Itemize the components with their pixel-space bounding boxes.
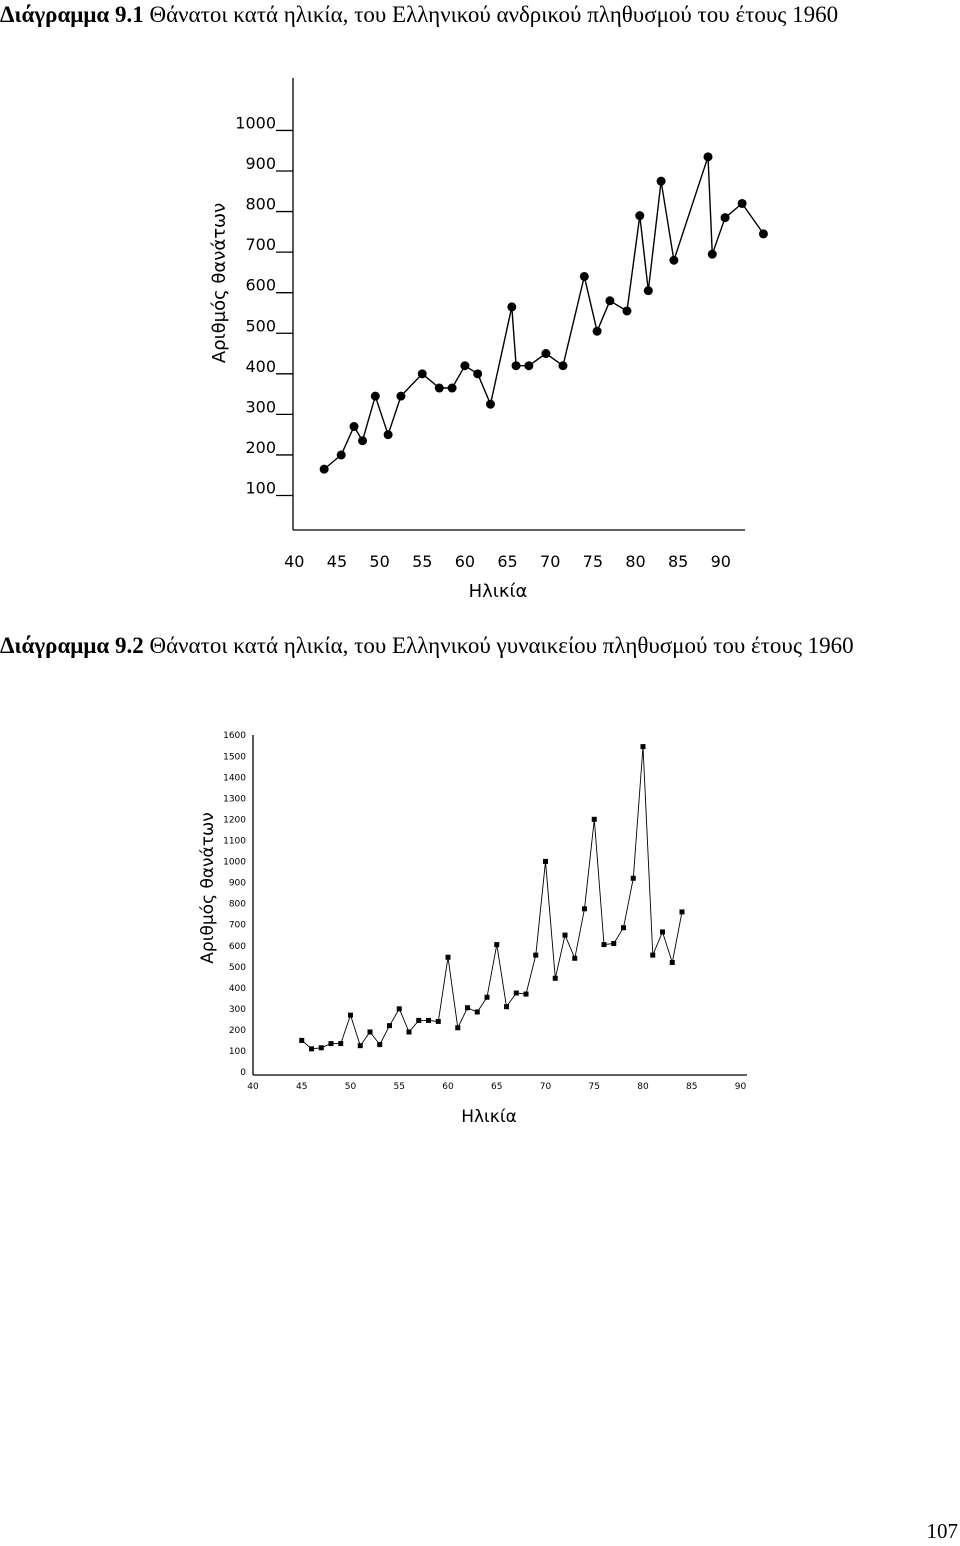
chart2-y-tick-label: 1300 bbox=[223, 794, 246, 805]
chart2-data-point bbox=[524, 992, 529, 997]
chart2-data-point bbox=[358, 1043, 363, 1048]
chart2-data-point bbox=[494, 942, 499, 947]
chart2-data-point bbox=[514, 991, 519, 996]
chart2-data-point bbox=[377, 1042, 382, 1047]
chart2-y-tick-label: 700 bbox=[228, 920, 246, 931]
chart2-data-point bbox=[660, 929, 665, 934]
chart2-y-tick-label: 800 bbox=[228, 899, 246, 910]
chart2-y-tick-label: 1000 bbox=[223, 857, 246, 868]
chart2-x-tick-label: 90 bbox=[734, 1082, 747, 1092]
chart2-data-point bbox=[387, 1023, 392, 1028]
chart1-x-tick-label: 50 bbox=[369, 552, 390, 571]
chart2-x-tick-label: 80 bbox=[637, 1082, 649, 1092]
chart1-x-tick-label: 90 bbox=[710, 552, 731, 571]
chart2-x-tick-label: 65 bbox=[491, 1082, 503, 1092]
chart2-data-point bbox=[553, 976, 558, 981]
chart2-data-point bbox=[309, 1046, 314, 1051]
chart1-x-tick-label: 85 bbox=[667, 552, 689, 571]
chart2-data-point bbox=[426, 1018, 431, 1023]
chart2-x-tick-label: 40 bbox=[247, 1082, 259, 1092]
chart2-data-point bbox=[650, 953, 655, 958]
chart1-y-tick-label: 800 bbox=[245, 194, 276, 214]
chart2-y-tick-label: 1400 bbox=[223, 773, 246, 784]
chart2-y-tick-label: 400 bbox=[228, 983, 246, 994]
chart2-data-point bbox=[621, 925, 626, 930]
chart2-data-point bbox=[592, 817, 597, 822]
chart2-data-point bbox=[485, 995, 490, 1000]
chart2-y-axis-title: Αριθμός θανάτων bbox=[198, 812, 218, 964]
chart2-data-point bbox=[602, 942, 607, 947]
chart2-y-tick-label: 1500 bbox=[223, 752, 246, 763]
chart2-data-point bbox=[475, 1009, 480, 1014]
chart2-y-tick-label: 1600 bbox=[223, 731, 246, 742]
chart1-y-tick-label: 900 bbox=[245, 154, 276, 174]
chart2-caption-label: Διάγραμμα 9.2 bbox=[0, 633, 144, 658]
chart1-x-tick-label: 40 bbox=[284, 552, 305, 571]
chart1-x-tick-label: 45 bbox=[326, 552, 348, 571]
chart1-x-tick-label: 55 bbox=[412, 552, 433, 571]
chart2-data-point bbox=[407, 1029, 412, 1034]
chart1-x-axis-title: Ηλικία bbox=[468, 581, 528, 602]
chart1-y-tick-label: 200 bbox=[245, 437, 276, 457]
chart1-y-tick-label: 1000 bbox=[235, 113, 276, 133]
chart1-y-tick-label: 600 bbox=[245, 275, 276, 295]
chart2-data-point bbox=[397, 1006, 402, 1011]
chart2-data-point bbox=[572, 956, 577, 961]
chart2-data-point bbox=[504, 1004, 509, 1009]
chart2-data-point bbox=[611, 941, 616, 946]
chart2-x-tick-label: 45 bbox=[296, 1082, 308, 1092]
chart2-y-tick-label: 1100 bbox=[223, 836, 246, 847]
chart1-y-tick-label: 500 bbox=[245, 316, 276, 336]
chart2-data-point bbox=[446, 955, 451, 960]
chart2-data-point bbox=[670, 960, 675, 965]
chart2-x-tick-label: 50 bbox=[344, 1082, 357, 1092]
chart2-y-tick-label: 600 bbox=[228, 941, 246, 952]
chart1-x-tick-label: 70 bbox=[540, 552, 561, 571]
chart2-data-point bbox=[368, 1029, 373, 1034]
chart2-x-tick-label: 55 bbox=[393, 1082, 405, 1092]
chart2-data-point bbox=[319, 1045, 324, 1050]
chart1-y-tick-label: 100 bbox=[245, 478, 276, 498]
chart2-data-point bbox=[563, 933, 568, 938]
chart1-x-tick-label: 65 bbox=[497, 552, 518, 571]
chart2-y-tick-label: 0 bbox=[240, 1068, 246, 1079]
chart1-y-tick-label: 300 bbox=[245, 397, 276, 417]
chart2-data-point bbox=[329, 1041, 334, 1046]
chart2-x-tick-label: 85 bbox=[686, 1082, 698, 1092]
chart1-caption-label: Διάγραμμα 9.1 bbox=[0, 2, 144, 27]
chart2-data-point bbox=[436, 1019, 441, 1024]
chart2-data-point bbox=[465, 1005, 470, 1010]
chart1-y-tick-label: 400 bbox=[245, 356, 276, 376]
chart2-data-point bbox=[533, 953, 538, 958]
chart1-y-tick-label: 700 bbox=[245, 235, 276, 255]
chart2-data-point bbox=[416, 1018, 421, 1023]
chart1-x-tick-label: 60 bbox=[454, 552, 476, 571]
page-number: 107 bbox=[926, 1519, 958, 1543]
chart2-series-line bbox=[302, 747, 682, 1049]
chart1-x-tick-label: 80 bbox=[625, 552, 646, 571]
chart2-data-point bbox=[543, 859, 548, 864]
chart2-x-tick-label: 60 bbox=[442, 1082, 454, 1092]
chart2-y-tick-label: 900 bbox=[228, 878, 246, 889]
chart2-y-tick-label: 200 bbox=[228, 1026, 246, 1037]
chart2-caption-text: Θάνατοι κατά ηλικία, του Ελληνικού γυναικείου πληθυσμού του έτους 1960 bbox=[149, 633, 854, 658]
chart1-caption-text: Θάνατοι κατά ηλικία, του Ελληνικού ανδρικού πληθυσμού του έτους 1960 bbox=[149, 2, 839, 27]
chart2-data-point bbox=[348, 1013, 353, 1018]
chart1-x-tick-label: 75 bbox=[582, 552, 604, 571]
chart2-y-tick-label: 300 bbox=[228, 1004, 246, 1015]
chart2-data-point bbox=[455, 1025, 460, 1030]
chart2-plot bbox=[198, 731, 747, 1127]
chart2-x-tick-label: 75 bbox=[588, 1082, 600, 1092]
chart2-data-point bbox=[338, 1041, 343, 1046]
chart2-x-axis-title: Ηλικία bbox=[461, 1107, 517, 1127]
chart2-data-point bbox=[680, 909, 685, 914]
chart2-y-tick-label: 500 bbox=[228, 962, 246, 973]
chart2-data-point bbox=[299, 1038, 304, 1043]
chart2-x-tick-label: 70 bbox=[539, 1082, 552, 1092]
chart2-y-tick-label: 100 bbox=[228, 1047, 246, 1058]
chart1-y-axis-title: Αριθμός θανάτων bbox=[209, 202, 230, 364]
chart2-data-point bbox=[641, 744, 646, 749]
chart2-y-tick-label: 1200 bbox=[223, 815, 246, 826]
chart2-data-point bbox=[631, 876, 636, 881]
chart2-data-point bbox=[582, 906, 587, 911]
